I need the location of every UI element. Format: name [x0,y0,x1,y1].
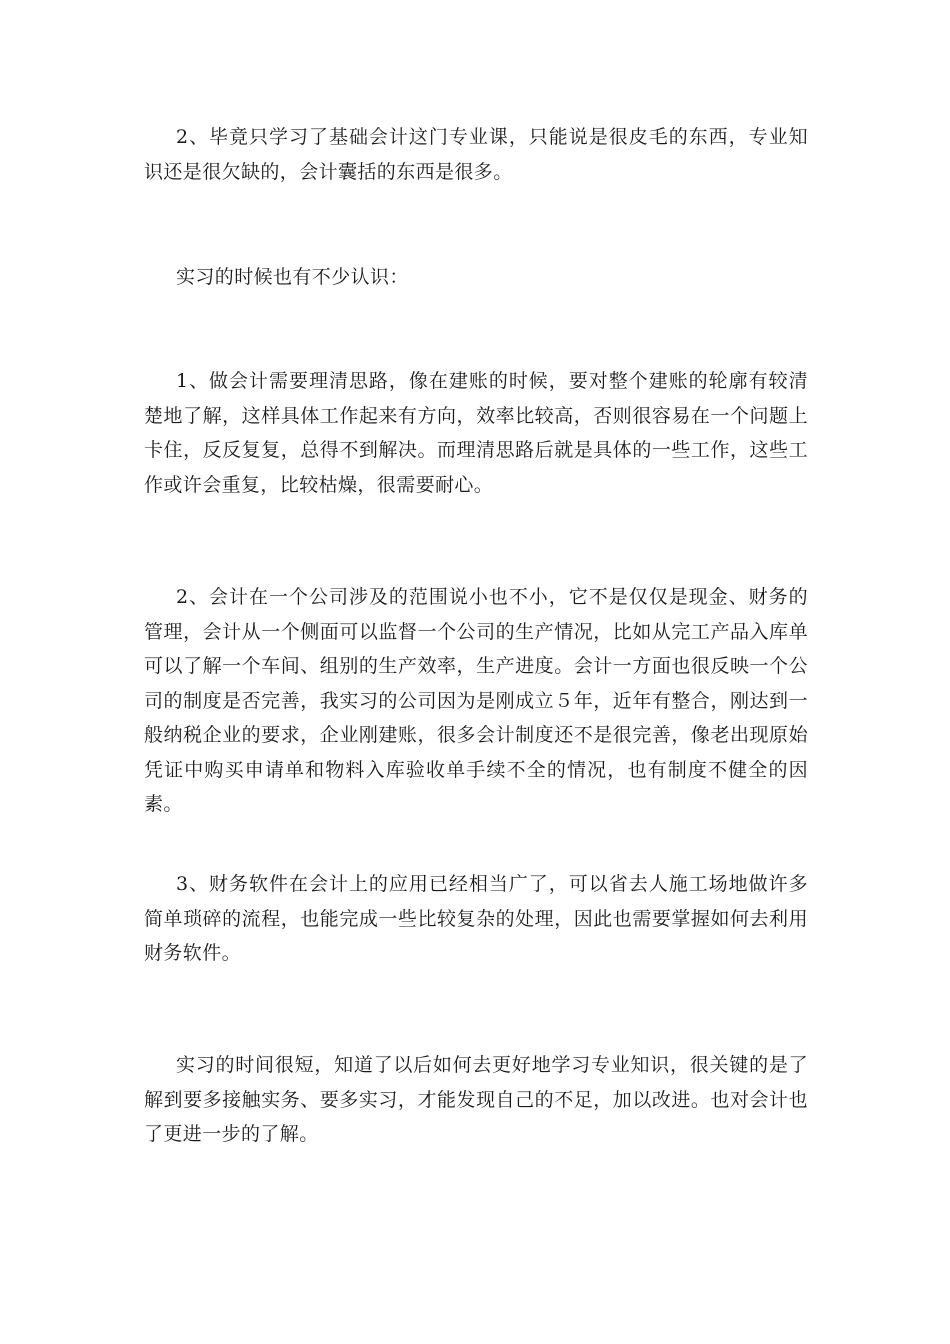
paragraph-point-2-limited-knowledge: 2、毕竟只学习了基础会计这门专业课，只能说是很皮毛的东西，专业知识还是很欠缺的，会计囊括的东西是很多。 [144,126,808,183]
paragraph-insight-1-clear-thinking: 1、做会计需要理清思路，像在建账的时候，要对整个建账的轮廓有较清楚地了解，这样具体工作起来有方向，效率比较高，否则很容易在一个问题上卡住，反反复复，总得不到解决。而理清思路后就是具体的一些工作，这些工作或许会重复，比较枯燥，很需要耐心。 [144,370,808,496]
paragraph-insight-3-financial-software: 3、财务软件在会计上的应用已经相当广了，可以省去人施工场地做许多简单琐碎的流程，也能完成一些比较复杂的处理，因此也需要掌握如何去利用财务软件。 [144,873,808,964]
paragraph-conclusion: 实习的时间很短，知道了以后如何去更好地学习专业知识，很关键的是了解到要多接触实务、要多实习，才能发现自己的不足，加以改进。也对会计也了更进一步的了解。 [144,1054,808,1145]
paragraph-internship-insights-intro: 实习的时候也有不少认识： [176,266,409,288]
paragraph-insight-2-accounting-scope: 2、会计在一个公司涉及的范围说小也不小，它不是仅仅是现金、财务的管理，会计从一个侧面可以监督一个公司的生产情况，比如从完工产品入库单可以了解一个车间、组别的生产效率，生产进度。会计一方面也很反映一个公司的制度是否完善，我实习的公司因为是刚成立５年，近年有整合，刚达到一般纳税企业的要求，企业刚建账，很多会计制度还不是很完善，像老出现原始凭证中购买申请单和物料入库验收单手续不全的情况，也有制度不健全的因素。 [144,586,808,815]
